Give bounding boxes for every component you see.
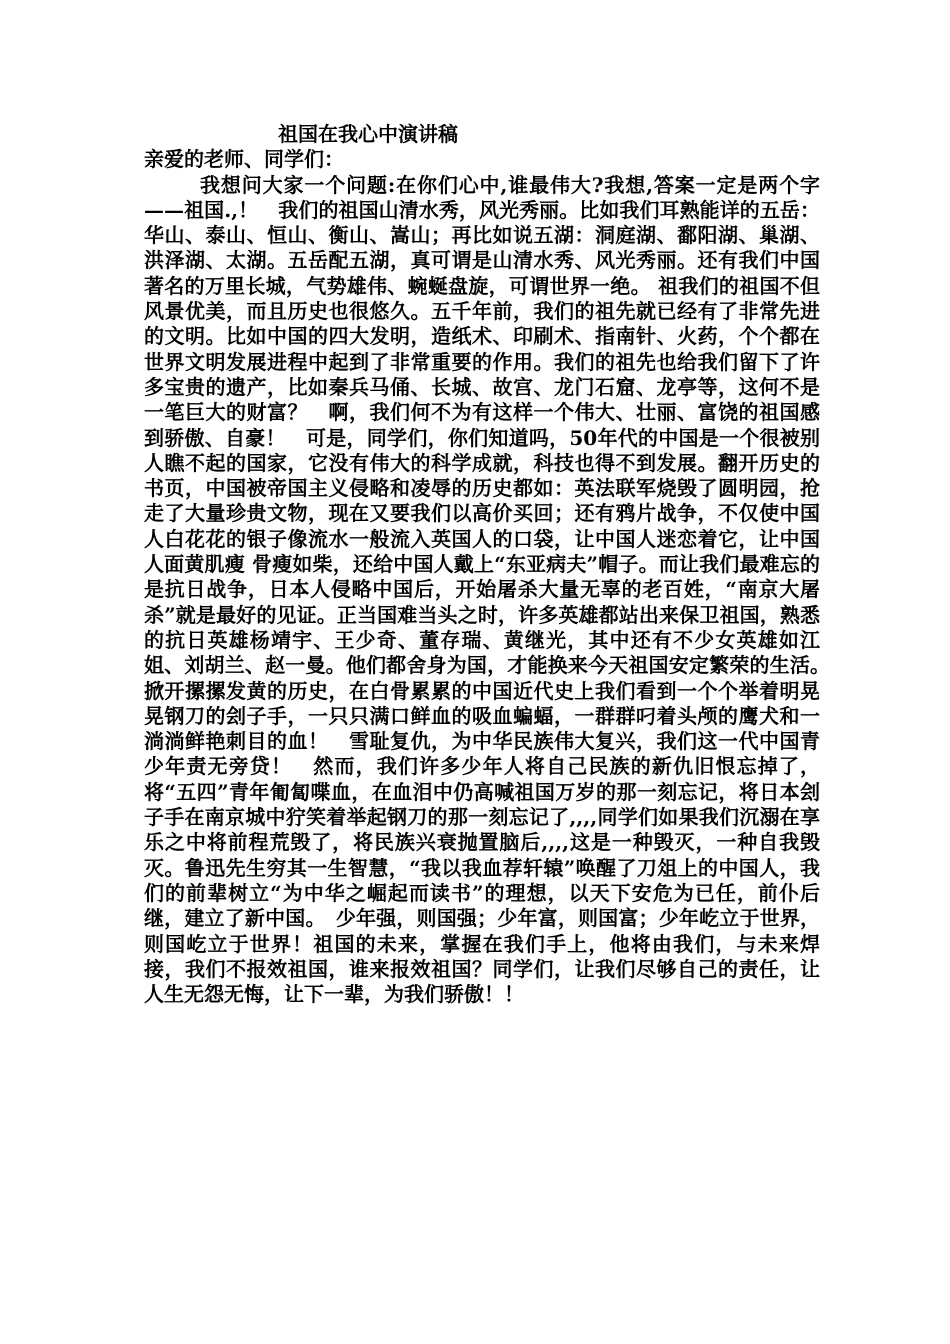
speech-body: 我想问大家一个问题:在你们心中,谁最伟大?我想,答案一定是两个字——祖国.,！ 我们的祖国山清水秀，风光秀丽。比如我们耳熟能详的五岳：华山、泰山、恒山、衡山、嵩山；再比如说五湖：洞庭湖、鄱阳湖、巢湖、洪泽湖、太湖。五岳配五湖，真可谓是山清水秀、风光秀丽。还有我们中国著名的万里长城，气势雄伟、蜿蜒盘旋，可谓世界一绝。 祖我们的祖国不但风景优美，而且历史也很悠久。五千年前，我们的祖先就已经有了非常先进的文明。比如中国的四大发明，造纸术、印刷术、指南针、火药，个个都在世界文明发展进程中起到了非常重要的作用。我们的祖先也给我们留下了许多宝贵的遗产，比如秦兵马俑、长城、故宫、龙门石窟、龙亭等，这何不是一笔巨大的财富？ 啊，我们何不为有这样一个伟大、壮丽、富饶的祖国感到骄傲、自豪！ 可是，同学们，你们知道吗，50年代的中国是一个很被别人瞧不起的国家，它没有伟大的科学成就，科技也得不到发展。翻开历史的书页，中国被帝国主义侵略和凌辱的历史都如：英法联军烧毁了圆明园，抢走了大量珍贵文物，现在又要我们以高价买回；还有鸦片战争，不仅使中国人白花花的银子像流水一般流入英国人的口袋，让中国人迷恋着它，让中国人面黄肌瘦 骨瘦如柴，还给中国人戴上“东亚病夫”帽子。而让我们最难忘的是抗日战争，日本人侵略中国后，开始屠杀大量无辜的老百姓，“南京大屠杀”就是最好的见证。正当国难当头之时，许多英雄都站出来保卫祖国，熟悉的抗日英雄杨靖宇、王少奇、董存瑞、黄继光，其中还有不少女英雄如江姐、刘胡兰、赵一曼。他们都舍身为国，才能换来今天祖国安定繁荣的生活。 掀开摞摞发黄的历史，在白骨累累的中国近代史上我们看到一个个举着明晃晃钢刀的刽子手，一只只满口鲜血的吸血蝙蝠，一群群叼着头颅的鹰犬和一淌淌鲜艳刺目的血！ 雪耻复仇，为中华民族伟大复兴，我们这一代中国青少年责无旁贷！ 然而，我们许多少年人将自己民族的新仇旧恨忘掉了，将“五四”青年匍匐喋血，在血泪中仍高喊祖国万岁的那一刻忘记，将日本刽子手在南京城中狞笑着举起钢刀的那一刻忘记了,,,,同学们如果我们沉溺在享乐之中将前程荒毁了，将民族兴衰抛置脑后,,,,这是一种毁灭，一种自我毁灭。鲁迅先生穷其一生智慧，“我以我血荐轩辕”唤醒了刀俎上的中国人，我们的前辈树立“为中华之崛起而读书”的理想，以天下安危为已任，前仆后继，建立了新中国。 少年强，则国强；少年富，则国富；少年屹立于世界，则国屹立于世界！祖国的未来，掌握在我们手上，他将由我们，与未来焊接，我们不报效祖国，谁来报效祖国？同学们，让我们尽够自己的责任，让人生无怨无悔，让下一辈，为我们骄傲！！ bbox=[144, 172, 847, 1007]
document-content bbox=[144, 122, 847, 1007]
salutation: 亲爱的老师、同学们： bbox=[144, 147, 344, 172]
document-title: 祖国在我心中演讲稿 bbox=[278, 122, 458, 146]
